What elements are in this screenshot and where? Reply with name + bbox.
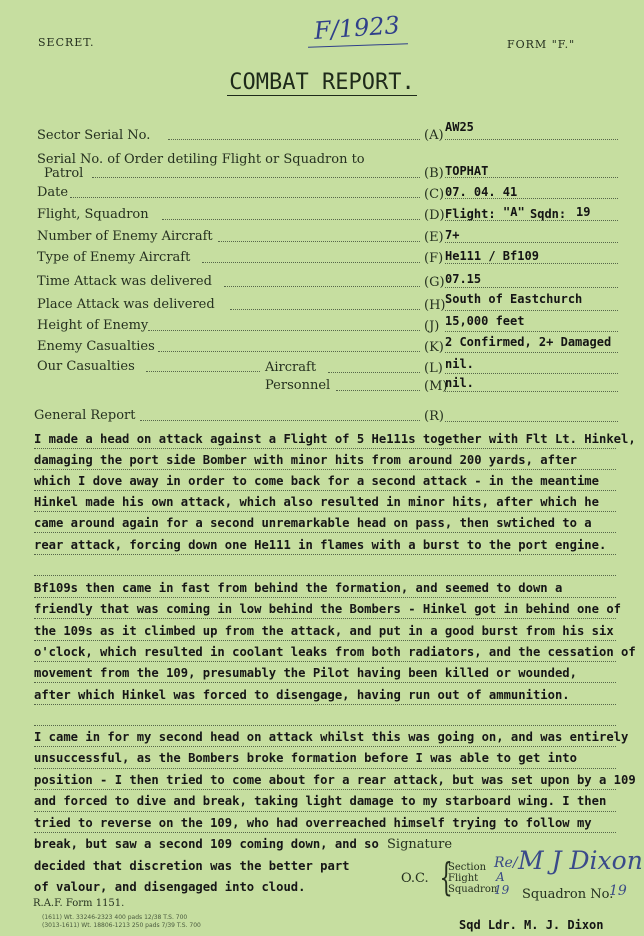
print-code-line: (1611) Wt. 33246-2323 400 pads 12/38 T.S. 700	[42, 914, 188, 921]
ruled-line	[34, 448, 616, 449]
squadron-number-handwritten: 19	[609, 883, 627, 899]
ruled-line	[34, 575, 616, 576]
flight-value: "A"	[503, 205, 525, 219]
leader-dots	[336, 390, 420, 391]
sector-serial-label: Sector Serial No.	[37, 128, 151, 143]
answer-line	[445, 421, 618, 422]
ruled-line	[34, 832, 616, 833]
field-letter: (F)	[424, 251, 444, 266]
field-letter: (G)	[424, 275, 445, 290]
report-line: decided that discretion was the better part	[34, 859, 350, 873]
flight-label: Flight	[448, 873, 479, 884]
flight-prefix: Flight:	[445, 207, 496, 221]
ruled-line	[34, 661, 616, 662]
ruled-line	[34, 618, 616, 619]
report-line: and forced to dive and break, taking light damage to my starboard wing. I then	[34, 794, 607, 808]
leader-dots	[230, 309, 420, 310]
enemy-type-label: Type of Enemy Aircraft	[37, 250, 191, 265]
answer-line	[445, 373, 618, 374]
our-casualties-label: Our Casualties	[37, 359, 135, 374]
form-name: R.A.F. Form 1151.	[33, 898, 125, 909]
report-line: of valour, and disengaged into cloud.	[34, 880, 306, 894]
serial-order-label-cont: Patrol	[44, 166, 84, 181]
ruled-line	[34, 746, 616, 747]
serial-order-label: Serial No. of Order detiling Flight or Squadron to	[37, 152, 365, 167]
enemy-type-value: He111 / Bf109	[445, 249, 539, 263]
report-line: came around again for a second unremarkable head on pass, then swtiched to a	[34, 516, 592, 530]
leader-dots	[202, 262, 420, 263]
flight-initial-handwritten: A	[496, 870, 505, 884]
serial-order-value: TOPHAT	[445, 164, 489, 178]
report-line: break, but saw a second 109 coming down, and so	[34, 837, 379, 851]
answer-line	[445, 139, 618, 140]
title-wrapper	[0, 70, 644, 95]
secret-label: SECRET.	[38, 36, 95, 49]
personnel-label: Personnel	[265, 378, 331, 393]
answer-line	[445, 391, 618, 392]
enemy-number-label: Number of Enemy Aircraft	[37, 229, 213, 244]
field-letter: (D)	[424, 208, 445, 223]
answer-line	[445, 263, 618, 264]
file-reference-handwritten: F/1923	[313, 11, 401, 45]
report-line: tried to reverse on the 109, who had overreached himself trying to follow my	[34, 816, 592, 830]
signature-label: Signature	[387, 837, 453, 852]
report-line: rear attack, forcing down one He111 in flames with a burst to the port engine.	[34, 538, 607, 552]
field-letter: (J)	[424, 319, 440, 334]
report-line: Hinkel made his own attack, which also resulted in minor hits, after which he	[34, 495, 599, 509]
field-letter: (C)	[424, 187, 445, 202]
brace-glyph: {	[439, 855, 453, 899]
report-line: Bf109s then came in fast from behind the formation, and seemed to down a	[34, 581, 563, 595]
squadron-label: Squadron	[448, 884, 498, 895]
squadron-value: 19	[576, 205, 591, 219]
field-letter: (R)	[424, 409, 444, 424]
ruled-line	[34, 768, 616, 769]
enemy-casualties-value: 2 Confirmed, 2+ Damaged	[445, 335, 612, 349]
answer-line	[445, 352, 618, 353]
report-line: damaging the port side Bomber with minor hits from around 200 yards, after	[34, 453, 577, 467]
answer-line	[445, 242, 618, 243]
leader-dots	[140, 420, 420, 421]
our-casualties-aircraft-value: nil.	[445, 357, 474, 371]
enemy-height-label: Height of Enemy	[37, 318, 149, 333]
leader-dots	[158, 351, 420, 352]
report-line: I made a head on attack against a Flight of 5 He111s together with Flt Lt. Hinkel,	[34, 432, 636, 446]
squadron-initial-handwritten: 19	[494, 883, 510, 897]
ruled-line	[34, 554, 616, 555]
ruled-line	[34, 789, 616, 790]
ruled-line	[34, 490, 616, 491]
personnel-value: nil.	[445, 376, 474, 390]
leader-dots	[148, 330, 420, 331]
leader-dots	[328, 372, 420, 373]
field-letter: (M)	[424, 379, 448, 394]
field-letter: (A)	[424, 128, 444, 143]
leader-dots	[162, 219, 420, 220]
field-letter: (H)	[424, 298, 446, 313]
ruled-line	[34, 640, 616, 641]
ruled-line	[34, 811, 616, 812]
ruled-line	[34, 469, 616, 470]
leader-dots	[92, 177, 420, 178]
ruled-line	[34, 532, 616, 533]
aircraft-label: Aircraft	[265, 360, 317, 375]
section-label: Section	[448, 862, 487, 873]
attack-place-value: South of Eastchurch	[445, 292, 583, 306]
field-letter: (L)	[424, 361, 443, 376]
answer-line	[445, 310, 618, 311]
report-line: which I dove away in order to come back for a second attack - in the meantime	[34, 474, 599, 488]
report-line: the 109s as it climbed up from the attack, and put in a good burst from his six	[34, 624, 614, 638]
oc-label: O.C.	[401, 871, 429, 886]
report-line: I came in for my second head on attack whilst this was going on, and was entirely	[34, 730, 629, 744]
page-title: COMBAT REPORT.	[229, 70, 415, 95]
form-label: FORM "F."	[507, 38, 576, 51]
enemy-casualties-label: Enemy Casualties	[37, 339, 155, 354]
leader-dots	[70, 197, 420, 198]
attack-time-label: Time Attack was delivered	[37, 274, 212, 289]
date-label: Date	[37, 185, 69, 200]
date-value: 07. 04. 41	[445, 185, 518, 199]
general-report-label: General Report	[34, 408, 136, 423]
report-line: position - I then tried to come about for a rear attack, but was set upon by a 109	[34, 773, 636, 787]
ruled-line	[34, 511, 616, 512]
report-line: movement from the 109, presumably the Pilot having been killed or wounded,	[34, 666, 577, 680]
attack-place-label: Place Attack was delivered	[37, 297, 215, 312]
ruled-line	[34, 704, 616, 705]
signatory-name: Sqd Ldr. M. J. Dixon	[459, 918, 604, 932]
field-letter: (E)	[424, 230, 444, 245]
ruled-line	[34, 682, 616, 683]
answer-line	[445, 287, 618, 288]
leader-dots	[218, 241, 420, 242]
print-code-line: (3013-1611) Wt. 18806-1213 250 pads 7/39 T.S. 700	[42, 922, 201, 929]
leader-dots	[146, 371, 260, 372]
field-letter: (B)	[424, 166, 444, 181]
squadron-prefix: Sqdn:	[530, 207, 567, 221]
ruled-line	[34, 725, 616, 726]
leader-dots	[168, 139, 420, 140]
field-letter: (K)	[424, 340, 444, 355]
squadron-number-label: Squadron No.	[522, 887, 614, 902]
answer-line	[445, 331, 618, 332]
attack-time-value: 07.15	[445, 272, 482, 286]
sector-serial-value: AW25	[445, 120, 474, 134]
leader-dots	[224, 286, 420, 287]
report-line: friendly that was coming in low behind the Bombers - Hinkel got in behind one of	[34, 602, 621, 616]
flight-squadron-label: Flight, Squadron	[37, 207, 149, 222]
report-line: o'clock, which resulted in coolant leaks from both radiators, and the cessation of	[34, 645, 636, 659]
report-line: after which Hinkel was forced to disengage, having run out of ammunition.	[34, 688, 570, 702]
section-initial-handwritten: Re/	[494, 855, 518, 871]
handwritten-signature: M J Dixon	[518, 846, 643, 875]
enemy-number-value: 7+	[445, 228, 460, 242]
enemy-height-value: 15,000 feet	[445, 314, 525, 328]
report-line: unsuccessful, as the Bombers broke formation before I was able to get into	[34, 751, 577, 765]
ruled-line	[34, 597, 616, 598]
